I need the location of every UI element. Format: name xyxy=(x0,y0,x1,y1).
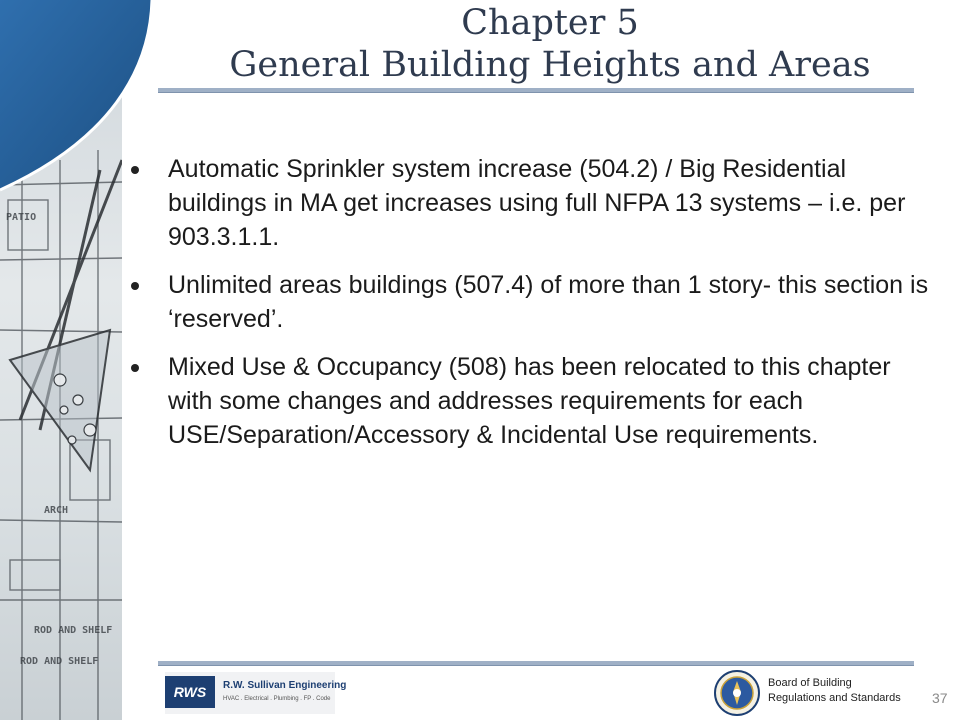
blueprint-label: ARCH xyxy=(44,505,69,516)
blueprint-label: ROD AND SHELF xyxy=(20,656,99,667)
blueprint-label: PATIO xyxy=(6,212,37,223)
blueprint-label: ROD AND SHELF xyxy=(34,625,113,636)
bullet-item xyxy=(128,152,938,254)
state-seal-icon xyxy=(714,670,760,716)
bullet-icon xyxy=(131,282,139,290)
bullet-item xyxy=(128,268,938,336)
bullet-text: Mixed Use & Occupancy (508) has been relocated to this chapter with some changes and addresses requirements for each USE/Separation/Accessory & Incidental Use requirements. xyxy=(168,353,891,449)
title-divider xyxy=(158,88,914,93)
title-line-2: General Building Heights and Areas xyxy=(229,45,871,85)
bullet-item xyxy=(128,350,938,452)
board-line-2: Regulations and Standards xyxy=(768,692,901,704)
rws-company-name: R.W. Sullivan Engineering xyxy=(223,680,347,691)
rws-logo xyxy=(165,672,347,714)
board-name xyxy=(768,676,901,706)
bullet-icon xyxy=(131,364,139,372)
rws-tagline: HVAC . Electrical . Plumbing . FP . Code xyxy=(223,696,331,702)
page-number: 37 xyxy=(932,690,948,706)
title-line-1: Chapter 5 xyxy=(461,3,639,43)
slide-title xyxy=(150,2,950,86)
bullet-icon xyxy=(131,166,139,174)
footer-divider xyxy=(158,661,914,666)
board-line-1: Board of Building xyxy=(768,677,852,689)
bullet-text: Automatic Sprinkler system increase (504.2) / Big Residential buildings in MA get increases using full NFPA 13 systems – i.e. per 903.3.1.1. xyxy=(168,155,906,251)
bullet-text: Unlimited areas buildings (507.4) of more than 1 story- this section is ‘reserved’. xyxy=(168,271,929,333)
bullet-list xyxy=(128,152,938,466)
rws-badge: RWS xyxy=(165,676,215,708)
